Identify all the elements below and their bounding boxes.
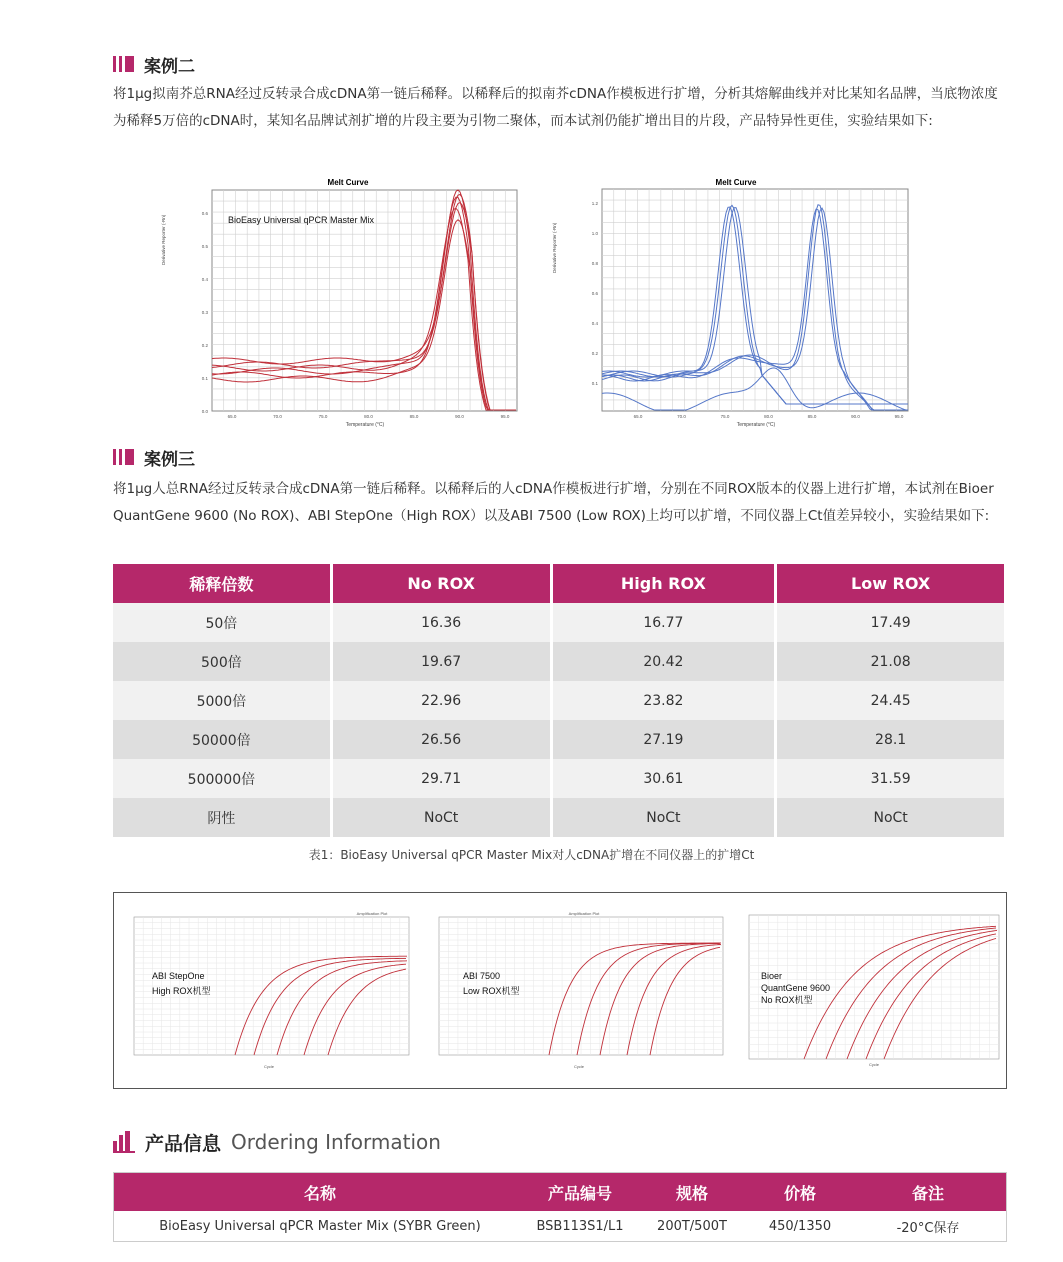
ct-dilution-cell: 50倍 bbox=[113, 603, 330, 642]
ct-value-cell: 19.67 bbox=[333, 642, 550, 681]
ct-dilution-cell: 5000倍 bbox=[113, 681, 330, 720]
melt-left-ytick: 0.2 bbox=[201, 343, 208, 348]
ct-value-cell: 21.08 bbox=[777, 642, 1004, 681]
melt-left-ylabel: Derivative Reporter (-Rn) bbox=[161, 214, 166, 265]
melt-left-xtick: 65.0 bbox=[227, 414, 237, 419]
ct-value-cell: NoCt bbox=[553, 798, 775, 837]
melt-right-xtick: 85.0 bbox=[807, 414, 817, 419]
melt-right-ytick: 0.1 bbox=[591, 381, 598, 386]
melt-right-ytick: 1.2 bbox=[591, 201, 598, 206]
case2-paragraph: 将1μg拟南芥总RNA经过反转录合成cDNA第一链后稀释。以稀释后的拟南芥cDNA作模板进行扩增，分析其熔解曲线并对比某知名品牌，当底物浓度为稀释5万倍的cDNA时，某知名品牌试剂扩增的片段主要为引物二聚体，而本试剂仍能扩增出目的片段，产品特异性更佳，实验结果如下: bbox=[113, 86, 998, 129]
table-caption: 表1：BioEasy Universal qPCR Master Mix对人cDNA扩增在不同仪器上的扩增Ct bbox=[308, 848, 755, 862]
ct-value-cell: 28.1 bbox=[777, 720, 1004, 759]
melt-right-ylabel: Derivative Reporter (-Rn) bbox=[552, 222, 557, 273]
amp-plot-bioer bbox=[749, 915, 999, 1067]
amp3-label3: No ROX机型 bbox=[761, 995, 813, 1005]
melt-right-ytick: 0.8 bbox=[591, 261, 598, 266]
section-bars-icon bbox=[113, 449, 134, 465]
amp3-xlabel: Cycle bbox=[868, 1062, 880, 1067]
ct-value-cell: NoCt bbox=[777, 798, 1004, 837]
amp2-xlabel: Cycle bbox=[573, 1064, 585, 1069]
case2-title: 案例二 bbox=[144, 56, 195, 77]
section-bars-icon bbox=[113, 56, 134, 72]
melt-right-ytick: 0.4 bbox=[591, 321, 598, 326]
melt-left-ytick: 0.0 bbox=[201, 409, 208, 414]
ct-table-row bbox=[113, 720, 1004, 759]
product-code: BSB113S1/L1 bbox=[536, 1218, 624, 1234]
amp1-title: Amplification Plot bbox=[356, 911, 388, 916]
ct-header-low-rox: Low ROX bbox=[777, 564, 1004, 603]
ct-value-cell: 31.59 bbox=[777, 759, 1004, 798]
melt-right-xtick: 80.0 bbox=[764, 414, 773, 419]
amp1-xlabel: Cycle bbox=[263, 1064, 275, 1069]
ct-value-cell: 26.56 bbox=[333, 720, 550, 759]
ct-dilution-cell: 500倍 bbox=[113, 642, 330, 681]
ct-value-cell: 23.82 bbox=[553, 681, 775, 720]
product-price: 450/1350 bbox=[768, 1218, 832, 1234]
ct-table-row bbox=[113, 642, 1004, 681]
melt-left-label: BioEasy Universal qPCR Master Mix bbox=[228, 215, 375, 225]
amp2-title: Amplification Plot bbox=[568, 911, 600, 916]
melt-left-xlabel: Temperature (°C) bbox=[345, 422, 385, 428]
melt-right-xtick: 95.0 bbox=[894, 414, 904, 419]
ct-table-row bbox=[113, 603, 1004, 642]
melt-left-xtick: 85.0 bbox=[409, 414, 419, 419]
ordering-col-spec: 规格 bbox=[675, 1183, 708, 1203]
amp3-label1: Bioer bbox=[761, 971, 783, 981]
amp2-label1: ABI 7500 bbox=[463, 971, 501, 981]
melt-right-xtick: 65.0 bbox=[633, 414, 643, 419]
ct-value-cell: 22.96 bbox=[333, 681, 550, 720]
ct-value-cell: NoCt bbox=[333, 798, 550, 837]
ordering-product-row bbox=[114, 1211, 1006, 1241]
ct-value-cell: 17.49 bbox=[777, 603, 1004, 642]
ct-table-row bbox=[113, 759, 1004, 798]
ct-value-cell: 29.71 bbox=[333, 759, 550, 798]
ct-dilution-cell: 50000倍 bbox=[113, 720, 330, 759]
melt-left-ytick: 0.4 bbox=[201, 277, 208, 282]
amplification-plots-panel bbox=[113, 892, 1007, 1089]
amp2-label2: Low ROX机型 bbox=[463, 986, 520, 996]
melt-curve-right-chart bbox=[552, 178, 916, 430]
melt-curve-left-chart bbox=[161, 175, 530, 430]
ct-header-high-rox: High ROX bbox=[553, 564, 775, 603]
melt-right-ytick: 1.0 bbox=[591, 231, 598, 236]
ordering-title-en: Ordering Information bbox=[231, 1130, 441, 1154]
melt-left-ytick: 0.1 bbox=[201, 376, 208, 381]
melt-right-xtick: 70.0 bbox=[677, 414, 686, 419]
melt-right-xtick: 90.0 bbox=[851, 414, 860, 419]
ct-value-cell: 30.61 bbox=[553, 759, 775, 798]
melt-left-ytick: 0.3 bbox=[201, 310, 208, 315]
amp1-label2: High ROX机型 bbox=[152, 986, 211, 996]
ct-table bbox=[110, 564, 1007, 837]
melt-right-xlabel: Temperature (°C) bbox=[736, 422, 776, 428]
melt-right-title: Melt Curve bbox=[715, 178, 757, 187]
ct-dilution-cell: 阴性 bbox=[113, 798, 330, 837]
ordering-col-code: 产品编号 bbox=[547, 1183, 612, 1203]
melt-left-ytick: 0.6 bbox=[201, 211, 208, 216]
melt-right-ytick: 0.2 bbox=[591, 351, 598, 356]
ordering-col-name: 名称 bbox=[303, 1183, 336, 1203]
amp-plot-stepone bbox=[134, 911, 409, 1069]
ordering-col-price: 价格 bbox=[783, 1183, 816, 1203]
amp-plot-abi7500 bbox=[439, 911, 723, 1069]
melt-left-ytick: 0.5 bbox=[201, 244, 208, 249]
ct-value-cell: 16.77 bbox=[553, 603, 775, 642]
amplification-plots bbox=[114, 893, 1006, 1088]
melt-left-xtick: 80.0 bbox=[364, 414, 373, 419]
product-spec: 200T/500T bbox=[657, 1218, 727, 1234]
melt-left-xtick: 70.0 bbox=[273, 414, 282, 419]
amp1-label1: ABI StepOne bbox=[152, 971, 205, 981]
ct-header-no-rox: No ROX bbox=[333, 564, 550, 603]
melt-left-xtick: 95.0 bbox=[500, 414, 510, 419]
product-name: BioEasy Universal qPCR Master Mix (SYBR Green) bbox=[159, 1218, 481, 1234]
melt-right-xtick: 75.0 bbox=[720, 414, 730, 419]
case2-header bbox=[113, 52, 195, 76]
case3-title: 案例三 bbox=[144, 449, 195, 470]
ordering-header-row bbox=[114, 1173, 1006, 1211]
ct-table-row bbox=[113, 681, 1004, 720]
ct-header-dilution: 稀释倍数 bbox=[113, 564, 330, 603]
ct-table-row bbox=[113, 798, 1004, 837]
melt-left-xtick: 75.0 bbox=[318, 414, 328, 419]
ct-value-cell: 16.36 bbox=[333, 603, 550, 642]
melt-left-title: Melt Curve bbox=[327, 178, 369, 187]
ct-table-header-row bbox=[113, 564, 1004, 603]
ordering-header bbox=[113, 1128, 441, 1156]
product-note: -20°C保存 bbox=[896, 1220, 960, 1236]
ordering-table bbox=[113, 1172, 1007, 1242]
melt-left-xtick: 90.0 bbox=[455, 414, 464, 419]
ordering-title-cn: 产品信息 bbox=[145, 1132, 222, 1155]
ordering-col-note: 备注 bbox=[911, 1183, 944, 1203]
ct-value-cell: 27.19 bbox=[553, 720, 775, 759]
amp3-label2: QuantGene 9600 bbox=[761, 983, 831, 993]
melt-right-ytick: 0.6 bbox=[591, 291, 598, 296]
case3-paragraph: 将1μg人总RNA经过反转录合成cDNA第一链后稀释。以稀释后的人cDNA作模板进行扩增，分别在不同ROX版本的仪器上进行扩增，本试剂在Bioer QuantGene 9600 (No ROX)、ABI StepOne（High ROX）以及ABI 7500 (Low ROX)上均可以扩增，不同仪器上Ct值差异较小，实验结果如下: bbox=[113, 481, 994, 524]
case3-header bbox=[113, 445, 195, 469]
ct-dilution-cell: 500000倍 bbox=[113, 759, 330, 798]
ct-value-cell: 24.45 bbox=[777, 681, 1004, 720]
ct-value-cell: 20.42 bbox=[553, 642, 775, 681]
bar-chart-icon bbox=[113, 1131, 137, 1153]
